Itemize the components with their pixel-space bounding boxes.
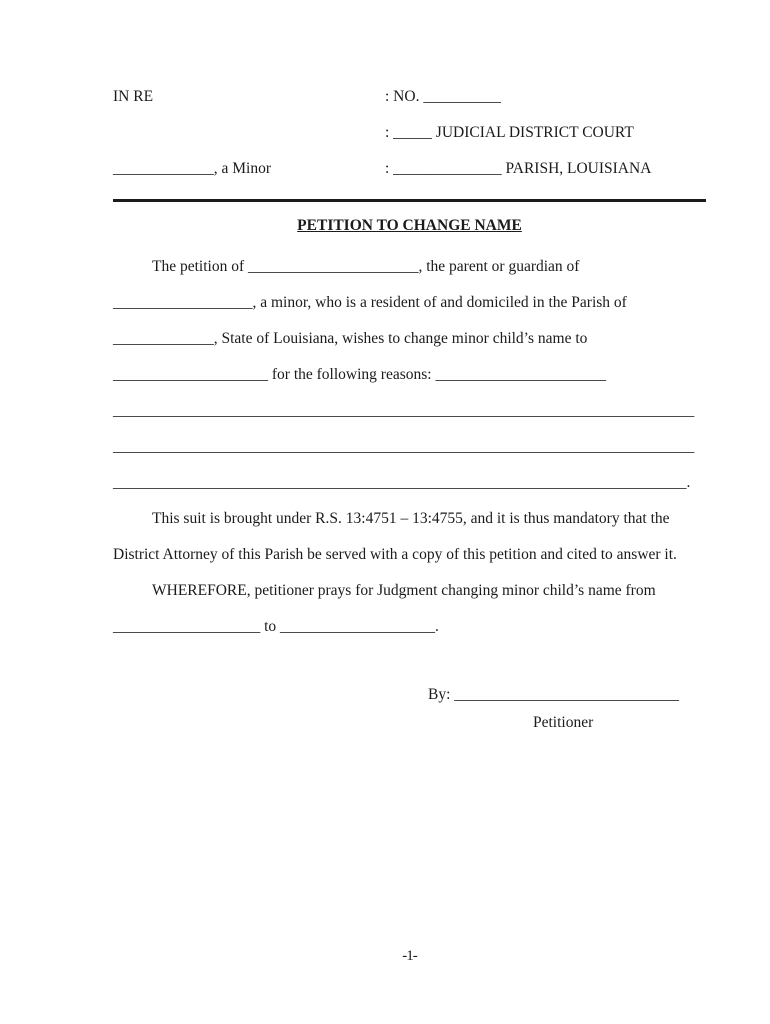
caption-in-re-label: IN RE [113,88,154,105]
fill-in-line: ___________________________________________________________________________ [113,438,695,455]
caption-left-spacer [113,115,385,151]
caption-row [113,115,706,151]
by-label: By: [428,686,451,703]
form-line-district-attorney: District Attorney of this Parish be served with a copy of this petition and cited to answer it. [113,546,677,563]
form-line-minor-resident: __________________, a minor, who is a resident of and domiciled in the Parish of [113,294,627,311]
header-divider [113,199,706,202]
form-line-reasons: ____________________ for the following reasons: ______________________ [113,366,606,383]
document-content [113,79,706,733]
caption-judicial-district-line: : _____ JUDICIAL DISTRICT COURT [385,124,634,141]
caption-row [113,151,706,187]
caption-case-number-line: : NO. __________ [385,88,501,105]
page-number: -1- [402,948,417,964]
form-line-suit-statute: This suit is brought under R.S. 13:4751 – 13:4755, and it is thus mandatory that the [152,510,670,527]
signature-petitioner-label: Petitioner [533,714,594,731]
form-line-wherefore: WHEREFORE, petitioner prays for Judgment changing minor child’s name from [152,582,656,599]
caption-minor-name-line: _____________, a Minor [113,160,272,177]
signature-blank-line: _____________________________ [454,686,680,703]
document-title-text: PETITION TO CHANGE NAME [297,217,522,234]
caption-parish-line: : ______________ PARISH, LOUISIANA [385,160,652,177]
fill-in-line: ___________________________________________________________________________ [113,402,695,419]
fill-in-line: __________________________________________________________________________. [113,474,691,491]
signature-block [428,677,706,733]
document-title [113,208,706,244]
form-line-petition-of: The petition of ______________________, the parent or guardian of [152,258,580,275]
petition-body [113,249,706,645]
form-line-state-of-louisiana: _____________, State of Louisiana, wishes to change minor child’s name to [113,330,588,347]
signature-by-line [428,677,706,713]
form-line-name-from-to: ___________________ to ____________________. [113,618,439,635]
case-caption [113,79,706,187]
caption-row [113,79,706,115]
